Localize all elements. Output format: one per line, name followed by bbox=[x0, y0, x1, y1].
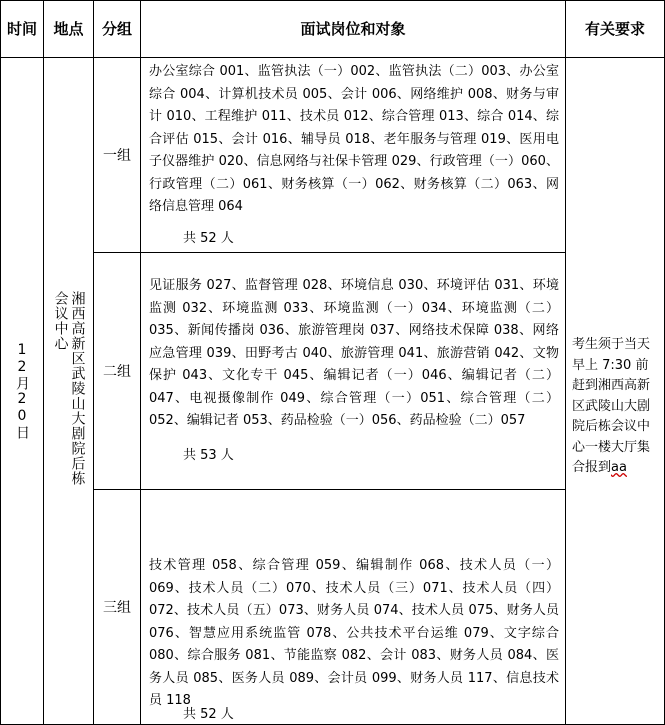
group-1-label: 一组 bbox=[103, 148, 131, 164]
group-3-label: 三组 bbox=[103, 600, 131, 616]
header-positions: 面试岗位和对象 bbox=[300, 19, 406, 38]
group-2-positions: 见证服务 027、监督管理 028、环境信息 030、环境评估 031、环境监测 032、环境监测 033、环境监测（一）034、环境监测（二）035、新闻传播岗 036、旅游管理岗 037、网络技术保障 038、网络应急管理 039、田野考古 040、旅游管理 041、旅游营销 042、文物保护 043、文化专干 045、编辑记者（一）046、编辑记者（二）047、电视摄像制作 049、综合管理（一）051、综合管理（二）052、编辑记者 053、药品检验（一）056、药品检验（二）057 bbox=[149, 278, 559, 428]
header-group: 分组 bbox=[101, 19, 132, 38]
date-cell bbox=[1, 58, 43, 724]
group-2-label: 二组 bbox=[103, 364, 131, 380]
requirements-main: 考生须于当天早上 7:30 前赶到湘西高新区武陵山大剧院后栋会议中心一楼大厅集合报到 bbox=[572, 337, 651, 475]
location-cell bbox=[44, 58, 93, 724]
requirements-text bbox=[566, 335, 664, 515]
date-text: 12月20日 bbox=[14, 342, 30, 440]
header-location: 地点 bbox=[53, 19, 84, 38]
group-1-positions: 办公室综合 001、监管执法（一）002、监管执法（二）003、办公室综合 004、计算机技术员 005、会计 006、网络维护 008、财务与审计 010、工程维护 011、技术员 012、综合管理 013、综合 014、综合评估 015、会计 016、辅导员 018、老年服务与管理 019、医用电子仪器维护 020、信息网络与社保卡管理 029、行政管理（一）060、行政管理（二）061、财务核算（一）062、财务核算（二）063、网络信息管理 064 bbox=[149, 64, 559, 214]
group-2-total: 共 53 人 bbox=[183, 448, 234, 463]
group-1-total: 共 52 人 bbox=[183, 231, 234, 246]
requirements-suffix: aa bbox=[611, 460, 627, 475]
location-text: 湘西高新区武陵山大剧院后栋会议中心 bbox=[52, 291, 86, 486]
header-time bbox=[1, 1, 43, 57]
header-requirements: 有关要求 bbox=[584, 19, 645, 38]
group-3-positions: 技术管理 058、综合管理 059、编辑制作 068、技术人员（一）069、技术人员（二）070、技术人员（三）071、技术人员（四）072、技术人员（五）073、财务人员 074、技术人员 075、财务人员 076、智慧应用系统监管 078、公共技术平台运维 079、文字综合 080、综合服务 081、节能监察 082、会计 083、财务人员 084、医务人员 085、医务人员 089、会计员 099、财务人员 117、信息技术员 118 bbox=[149, 558, 559, 708]
header-time-label: 时间 bbox=[7, 19, 38, 38]
group-3-total: 共 52 人 bbox=[183, 707, 234, 722]
